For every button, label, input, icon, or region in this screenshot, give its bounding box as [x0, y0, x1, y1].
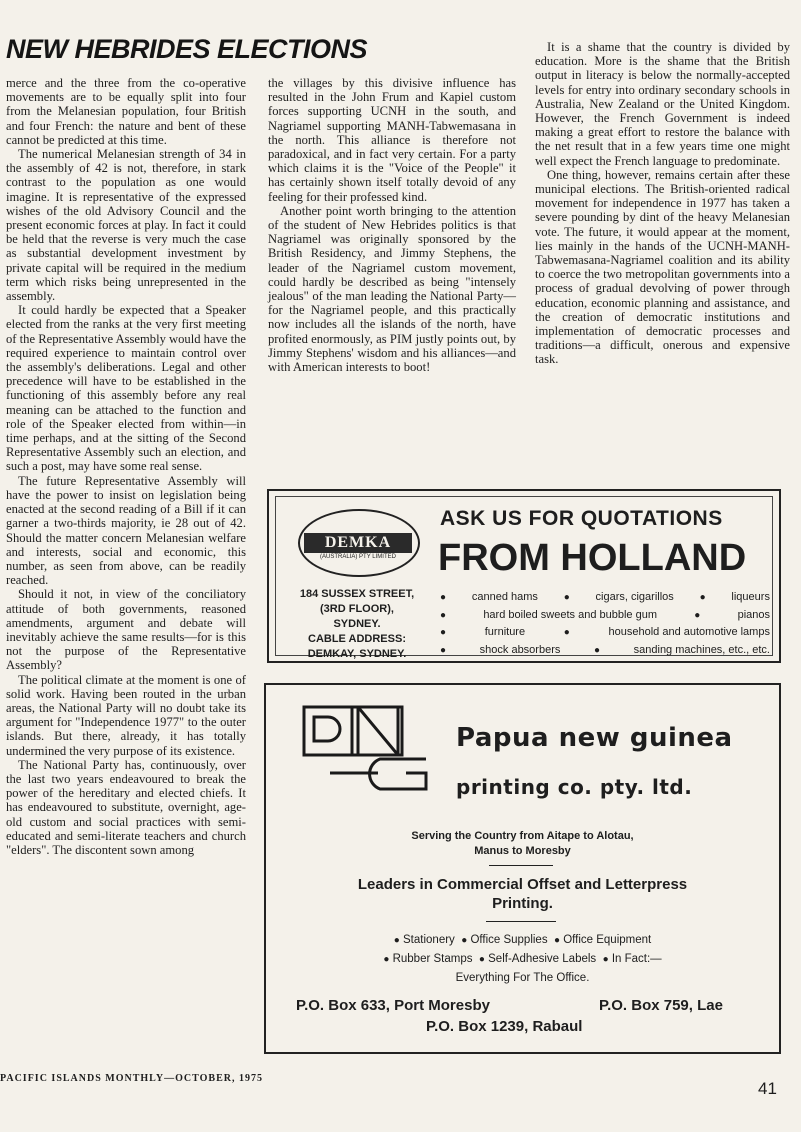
- page-footer: PACIFIC ISLANDS MONTHLY—OCTOBER, 1975: [0, 1073, 263, 1084]
- service-item: Self-Adhesive Labels: [488, 953, 597, 965]
- product-row: [440, 624, 770, 642]
- product-item: canned hams: [471, 591, 538, 603]
- bullet-icon: ●: [563, 627, 570, 638]
- product-item: hard boiled sweets and bubble gum: [483, 608, 657, 621]
- text-line: Manus to Moresby: [474, 845, 571, 857]
- services-row: [266, 950, 779, 969]
- paragraph: It is a shame that the country is divided by education. More is the shame that the British output in literacy is below the normally-accepted levels for entry into ordinary secondary schools in Australia, New Zealand or the United Kingdom. However, the French Government is indeed making a great effort to restore the balance with the net result that in a few years time one might well expect the French language to predominate.: [535, 40, 790, 168]
- paragraph: The numerical Melanesian strength of 34 in the assembly of 42 is not, therefore, in stark contrast to the population as one would imagine. It is representative of the expressed wishes of the old Advisory Council and the present economic forces at play. In fact it could be held that the reverse is very much the case as substantial development investment by private capital will be required in the medium term which risks being unrepresented in the assembly.: [6, 147, 246, 304]
- pobox-port-moresby: P.O. Box 633, Port Moresby: [296, 997, 490, 1014]
- paragraph: One thing, however, remains certain after these municipal elections. The British-oriented radical movement for independence in 1977 has taken a severe pounding by dint of the heavy Melanesian vote. The future, it would appear at the moment, lies mainly in the hands of the UCNH-MANH-Tabwemasana-Nagriamel coalition and its ability to coerce the two metropolitan governments into a process of gradual devolving of power through education, economic planning and assistance, and the creation of democratic institutions and implementation of democratic processes and traditions—a difficult, onerous and expensive task.: [535, 167, 790, 367]
- demka-products: [440, 589, 770, 659]
- article-title: NEW HEBRIDES ELECTIONS: [6, 34, 368, 64]
- paragraph: Another point worth bringing to the attention of the student of New Hebrides politics is that Nagriamel was originally sponsored by the British Residency, and Jimmy Stephens, the leader of the Nagriamel custom movement, could hardly be described as being "intensely jealous" of the man leading the National Party—for the Nagriamel people, and this practically now includes all the islands of the north, have profited enormously, as PIM justly points out, by Jimmy Stephens' wisdom and his alliances—and with American interests to boot!: [268, 203, 516, 375]
- divider: [486, 921, 556, 922]
- product-row: [440, 607, 770, 625]
- product-item: shock absorbers: [479, 643, 561, 656]
- bullet-icon: ●: [478, 954, 485, 965]
- demka-advert: [267, 489, 781, 663]
- paragraph: The future Representative Assembly will have the power to insist on legislation being enacted at the second reading of a Bill if it can garner a two-thirds majority, ie 28 out of 42. Should the matter concern Melanesian welfare and interests, social and economic, this number, as seen from above, can be readily reached.: [6, 473, 246, 588]
- divider: [489, 865, 553, 866]
- advert-inner-border: [275, 496, 773, 660]
- article-column-3: [535, 40, 790, 367]
- address-line: CABLE ADDRESS:: [308, 633, 406, 645]
- pobox-rabaul: P.O. Box 1239, Rabaul: [426, 1018, 583, 1035]
- text-line: Leaders in Commercial Offset and Letterpress: [357, 876, 688, 893]
- product-item: furniture: [484, 626, 526, 638]
- paragraph: Should it not, in view of the conciliatory attitude of both governments, reasoned amendments, argument and debate will inevitably achieve the same results—for is this not the purpose of the Representative Assembly?: [6, 587, 246, 673]
- bullet-icon: ●: [602, 954, 609, 965]
- paragraph: The National Party has, continuously, over the last two years endeavoured to break the power of the hereditary and elected chiefs. It has endeavoured to substitute, overnight, age-old custom and social practices with semi-educated and semi-literate teachers and church "elders". The discontent sown among: [6, 757, 246, 857]
- product-row: [440, 642, 770, 660]
- product-item: pianos: [737, 608, 770, 621]
- bullet-icon: ●: [694, 609, 701, 621]
- bullet-icon: ●: [383, 954, 390, 965]
- bullet-icon: ●: [553, 935, 561, 946]
- paragraph: The political climate at the moment is one of solid work. Having been routed in the urban areas, the National Party will no doubt take its argument for "Independence 1977" to the outer islands. But there, already, it has totally undermined the very purpose of its existence.: [6, 672, 246, 758]
- address-line: 184 SUSSEX STREET,: [299, 588, 415, 600]
- services-row: [266, 931, 779, 950]
- png-leaders-text: [266, 875, 779, 913]
- demka-address: [282, 587, 432, 662]
- demka-headline-2: FROM HOLLAND: [438, 537, 747, 579]
- pobox-lae: P.O. Box 759, Lae: [599, 997, 723, 1014]
- service-item: Rubber Stamps: [392, 953, 473, 965]
- png-services: [266, 931, 779, 987]
- bullet-icon: ●: [461, 935, 468, 946]
- bullet-icon: ●: [440, 609, 447, 621]
- address-line: SYDNEY.: [333, 618, 381, 630]
- service-item: In Fact:—: [611, 953, 662, 965]
- bullet-icon: ●: [699, 592, 706, 603]
- png-printing-advert: [264, 683, 781, 1054]
- paragraph: merce and the three from the co-operative movements are to be equally split into four from the Melanesian population, four British and four French: the nature and bent of these cannot be predicted at this time.: [6, 76, 246, 147]
- service-item: Stationery: [403, 934, 455, 946]
- address-line: DEMKAY, SYDNEY.: [307, 648, 407, 660]
- product-item: cigars, cigarillos: [595, 591, 674, 603]
- demka-headline-1: ASK US FOR QUOTATIONS: [440, 507, 723, 530]
- bullet-icon: ●: [440, 644, 447, 656]
- service-item: Office Supplies: [470, 934, 548, 946]
- paragraph: the villages by this divisive influence has resulted in the John Frum and Kapiel custom forces supporting UCNH in the south, and Nagriamel supporting MANH-Tabwemasana in the north. This alliance is therefore not paradoxical, and in fact very certain. For a party which claims it is the "Voice of the People" it has certainly shown itself totally devoid of any feeling for their professed kind.: [268, 76, 516, 204]
- bullet-icon: ●: [593, 644, 601, 656]
- demka-logo-text: DEMKA: [304, 533, 412, 553]
- bullet-icon: ●: [393, 935, 400, 946]
- article-column-1: [6, 76, 246, 857]
- png-logo-icon: [300, 703, 432, 793]
- article-column-2: [268, 76, 516, 374]
- bullet-icon: ●: [440, 592, 447, 603]
- bullet-icon: ●: [440, 627, 447, 638]
- product-item: sanding machines, etc., etc.: [633, 643, 770, 656]
- png-company-name-2: printing co. pty. ltd.: [456, 775, 693, 799]
- product-row: [440, 589, 770, 607]
- page-number: 41: [758, 1079, 777, 1098]
- png-serving-text: [266, 829, 779, 859]
- product-item: household and automotive lamps: [608, 626, 770, 638]
- bullet-icon: ●: [563, 592, 570, 603]
- services-row: Everything For The Office.: [455, 972, 590, 984]
- address-line: (3RD FLOOR),: [320, 603, 394, 615]
- demka-logo-subtext: (AUSTRALIA) PTY LIMITED: [320, 554, 396, 560]
- paragraph: It could hardly be expected that a Speaker elected from the ranks at the very first meeting of the Representative Assembly would have the required experience to maintain control over the assembly's deliberations. Legal and other precedence will have to be established in the functioning of this assembly before any real meaning can be attached to the function and role of the Speaker elected from within—in time perhaps, and at the sitting of the Second Representative Assembly such an election, and such a post, may have some real sense.: [6, 303, 246, 474]
- png-company-name-1: Papua new guinea: [456, 723, 733, 753]
- product-item: liqueurs: [731, 591, 770, 603]
- demka-logo: [298, 509, 420, 577]
- service-item: Office Equipment: [563, 934, 652, 946]
- text-line: Printing.: [492, 895, 553, 912]
- text-line: Serving the Country from Aitape to Alotau,: [411, 830, 634, 842]
